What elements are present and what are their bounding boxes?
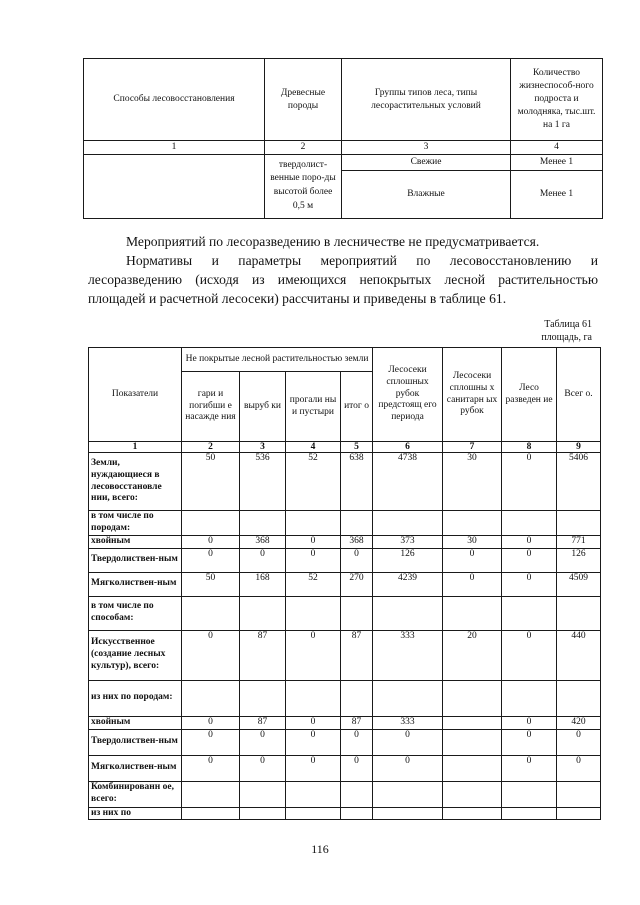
row-value [240, 680, 286, 716]
row-label: Комбинированн ое, всего: [89, 781, 182, 807]
row-value: 0 [182, 755, 240, 781]
row-value: 50 [182, 453, 240, 511]
top-table-number-row [84, 141, 603, 155]
row-value [557, 680, 601, 716]
col-number: 8 [502, 442, 557, 453]
row-value [373, 596, 443, 630]
row-value [443, 807, 502, 820]
row-value: 0 [240, 755, 286, 781]
row-value: 0 [240, 729, 286, 755]
row-value: 52 [286, 453, 341, 511]
header-gaps: прогали ны и пустыри [286, 372, 341, 442]
top-cell-amount: Менее 1 [511, 170, 603, 218]
row-value [286, 781, 341, 807]
table-unit: площадь, га [541, 332, 592, 343]
top-header-species: Древесные породы [265, 59, 342, 141]
header-final-felling: Лесосеки сплошных рубок предстоящ его периода [373, 348, 443, 442]
row-value: 0 [286, 630, 341, 680]
col-number: 5 [341, 442, 373, 453]
table-row [89, 511, 601, 536]
col-number: 9 [557, 442, 601, 453]
row-value: 0 [341, 729, 373, 755]
row-value: 0 [286, 548, 341, 572]
row-value: 87 [341, 630, 373, 680]
col-number: 6 [373, 442, 443, 453]
top-cell-forest-type: Свежие [342, 154, 511, 170]
table-row [89, 548, 601, 572]
header-total: итог о [341, 372, 373, 442]
row-value [286, 511, 341, 536]
row-value: 420 [557, 716, 601, 729]
row-value [240, 596, 286, 630]
row-value: 0 [502, 548, 557, 572]
row-label: Искусственное (создание лесных культур), всего: [89, 630, 182, 680]
row-value [182, 511, 240, 536]
row-value: 4239 [373, 572, 443, 596]
row-value: 0 [182, 535, 240, 548]
row-value: 0 [373, 755, 443, 781]
top-table [83, 58, 603, 219]
row-value [557, 807, 601, 820]
row-value: 373 [373, 535, 443, 548]
row-value: 20 [443, 630, 502, 680]
row-value [502, 781, 557, 807]
col-number: 2 [182, 442, 240, 453]
row-value [240, 781, 286, 807]
row-value: 638 [341, 453, 373, 511]
row-value: 87 [240, 630, 286, 680]
top-header-forest-types: Группы типов леса, типы лесорастительных условий [342, 59, 511, 141]
row-value [443, 511, 502, 536]
row-value [373, 511, 443, 536]
row-value: 4509 [557, 572, 601, 596]
row-label: Твердолиствен-ным [89, 548, 182, 572]
row-value: 0 [443, 548, 502, 572]
row-value [443, 755, 502, 781]
row-value: 0 [443, 572, 502, 596]
table-row [89, 572, 601, 596]
row-value: 0 [502, 453, 557, 511]
row-value: 771 [557, 535, 601, 548]
col-number: 7 [443, 442, 502, 453]
col-number: 3 [240, 442, 286, 453]
row-value: 0 [557, 729, 601, 755]
row-value: 4738 [373, 453, 443, 511]
header-grand-total: Всег о. [557, 348, 601, 442]
row-value: 126 [373, 548, 443, 572]
row-value [443, 680, 502, 716]
row-value: 50 [182, 572, 240, 596]
row-value [502, 680, 557, 716]
table-number: Таблица 61 [544, 319, 592, 330]
row-value [373, 781, 443, 807]
top-cell-forest-type: Влажные [342, 170, 511, 218]
row-value [182, 781, 240, 807]
row-value [443, 716, 502, 729]
row-value: 0 [286, 729, 341, 755]
row-value [557, 781, 601, 807]
row-label: из них по [89, 807, 182, 820]
row-label: Мягколиствен-ным [89, 755, 182, 781]
row-value: 536 [240, 453, 286, 511]
main-header-row-1 [89, 348, 601, 372]
row-value: 0 [502, 716, 557, 729]
row-label: в том числе по способам: [89, 596, 182, 630]
top-table-row [84, 154, 603, 170]
row-value [443, 729, 502, 755]
row-value: 30 [443, 535, 502, 548]
top-cell-species: твердолист-венные поро-ды высотой более 0,5 м [265, 154, 342, 218]
row-value: 368 [341, 535, 373, 548]
header-sanitary: Лесосеки сплошны х санитарн ых рубок [443, 348, 502, 442]
table-row [89, 630, 601, 680]
col-number: 4 [286, 442, 341, 453]
header-burnt: гари и погибши е насажде ния [182, 372, 240, 442]
row-value [443, 781, 502, 807]
row-value [341, 680, 373, 716]
row-value: 0 [182, 548, 240, 572]
table-row [89, 755, 601, 781]
row-value: 0 [182, 729, 240, 755]
row-value: 0 [502, 572, 557, 596]
row-value [182, 680, 240, 716]
row-value: 30 [443, 453, 502, 511]
top-cell-amount: Менее 1 [511, 154, 603, 170]
main-table-body [89, 453, 601, 820]
row-value [373, 680, 443, 716]
row-value: 126 [557, 548, 601, 572]
top-table-header-row [84, 59, 603, 141]
table-row [89, 596, 601, 630]
top-header-methods: Способы лесовосстановления [84, 59, 265, 141]
row-value: 0 [341, 755, 373, 781]
row-value: 52 [286, 572, 341, 596]
table-row [89, 716, 601, 729]
row-label: Твердолиствен-ным [89, 729, 182, 755]
row-value: 270 [341, 572, 373, 596]
body-paragraph [88, 232, 598, 308]
row-value: 0 [373, 729, 443, 755]
page-number: 116 [311, 842, 329, 856]
row-value [286, 596, 341, 630]
row-value [502, 807, 557, 820]
table-row [89, 729, 601, 755]
row-value [286, 680, 341, 716]
header-clearcut: выруб ки [240, 372, 286, 442]
row-value: 440 [557, 630, 601, 680]
row-value [341, 511, 373, 536]
paragraph-line-no-afforestation: Мероприятий по лесоразведению в лесничестве не предусматривается. [126, 234, 540, 249]
row-value [502, 596, 557, 630]
table-row [89, 453, 601, 511]
row-value: 0 [557, 755, 601, 781]
row-value [341, 781, 373, 807]
row-value: 0 [182, 716, 240, 729]
main-table [88, 347, 601, 820]
table-row [89, 680, 601, 716]
row-value: 87 [240, 716, 286, 729]
table-caption [541, 318, 592, 344]
table-row [89, 535, 601, 548]
row-value: 87 [341, 716, 373, 729]
row-value: 368 [240, 535, 286, 548]
row-label: Земли, нуждающиеся в лесовосстановле нии, всего: [89, 453, 182, 511]
row-value [443, 596, 502, 630]
row-value: 333 [373, 716, 443, 729]
row-value [502, 511, 557, 536]
table-row [89, 781, 601, 807]
row-label: в том числе по породам: [89, 511, 182, 536]
row-value: 0 [341, 548, 373, 572]
row-value: 0 [240, 548, 286, 572]
row-value [341, 596, 373, 630]
row-value: 0 [286, 716, 341, 729]
paragraph-norms: Нормативы и параметры мероприятий по лесовосстановлению и лесоразведению (исходя из имеющихся непокрытых лесной растительностью площадей и расчетной лесосеки) рассчитаны и приведены в таблице 61. [88, 253, 598, 306]
row-value [182, 596, 240, 630]
row-value [557, 511, 601, 536]
row-value: 0 [286, 755, 341, 781]
row-value [341, 807, 373, 820]
row-value: 0 [502, 729, 557, 755]
top-col-number: 3 [342, 141, 511, 155]
row-label: Мягколиствен-ным [89, 572, 182, 596]
row-value: 0 [502, 755, 557, 781]
row-value: 0 [182, 630, 240, 680]
col-number: 1 [89, 442, 182, 453]
top-col-number: 1 [84, 141, 265, 155]
row-value [240, 511, 286, 536]
row-label: хвойным [89, 716, 182, 729]
row-value: 5406 [557, 453, 601, 511]
main-number-row [89, 442, 601, 453]
top-header-undergrowth: Количество жизнеспособ-ного подроста и молодняка, тыс.шт. на 1 га [511, 59, 603, 141]
row-value: 0 [286, 535, 341, 548]
row-value: 0 [502, 630, 557, 680]
top-cell-empty [84, 154, 265, 218]
top-col-number: 4 [511, 141, 603, 155]
row-value: 0 [502, 535, 557, 548]
row-label: хвойным [89, 535, 182, 548]
row-value: 168 [240, 572, 286, 596]
row-value [240, 807, 286, 820]
header-afforestation: Лесо разведен ие [502, 348, 557, 442]
row-value [557, 596, 601, 630]
row-value [182, 807, 240, 820]
header-not-covered: Не покрытые лесной растительностью земли [182, 348, 373, 372]
header-indicators: Показатели [89, 348, 182, 442]
row-value [373, 807, 443, 820]
row-label: из них по породам: [89, 680, 182, 716]
row-value: 333 [373, 630, 443, 680]
row-value [286, 807, 341, 820]
top-col-number: 2 [265, 141, 342, 155]
table-row [89, 807, 601, 820]
